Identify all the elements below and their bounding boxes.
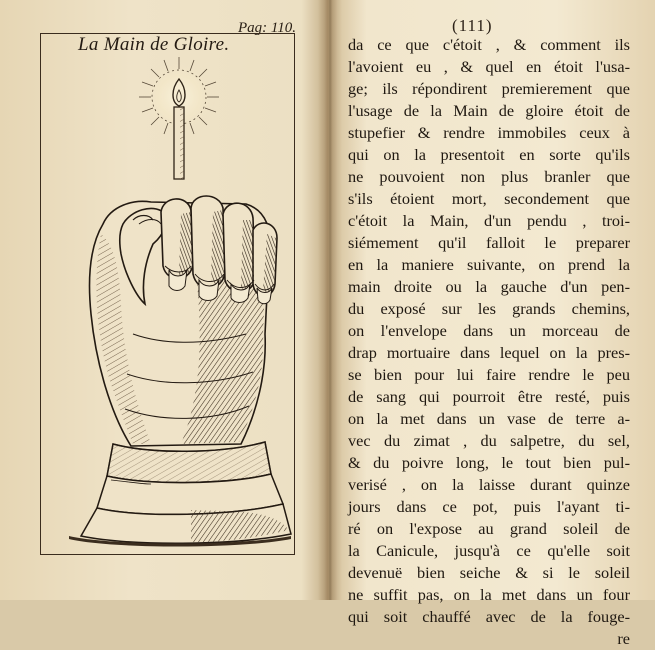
text-line: s'ils étoient mort, secondement que <box>348 189 630 208</box>
text-line: de sang qui pourroit être resté, puis <box>348 387 630 406</box>
text-line-catchword: re <box>617 629 630 648</box>
text-line: siémement qu'il falloit le preparer <box>348 233 630 252</box>
fist <box>90 196 278 446</box>
text-line: l'usage de la Main de gloire étoit de <box>348 101 630 120</box>
text-line: l'avoient eu , & quel en étoit l'usa- <box>348 57 630 76</box>
text-line: en la maniere suivante, on prend la <box>348 255 630 274</box>
hand-of-glory-icon <box>41 34 294 554</box>
text-line: du exposé sur les grands chemins, <box>348 299 630 318</box>
text-line: drap mortuaire dans lequel on la pres- <box>348 343 630 362</box>
text-line: qui soit chauffé avec de la fouge- <box>348 607 630 626</box>
text-line: vec du zimat , du salpetre, du sel, <box>348 431 630 450</box>
text-line: ge; ils répondirent premierement que <box>348 79 630 98</box>
text-line: devenuë bien seiche & si le soleil <box>348 563 630 582</box>
text-line: qui on la presentoit en sorte qu'ils <box>348 145 630 164</box>
text-line: & du poivre long, le tout bien pul- <box>348 453 630 472</box>
text-line: la Canicule, jusqu'à ce qu'elle soit <box>348 541 630 560</box>
text-line: verisé , on la laisse durant quinze <box>348 475 630 494</box>
text-line: da ce que c'étoit , & comment ils <box>348 35 630 54</box>
text-line: stupefier & rendre immobiles ceux à <box>348 123 630 142</box>
text-line: se bien pour lui faire rendre le peu <box>348 365 630 384</box>
text-line: ré on l'expose au grand soleil de <box>348 519 630 538</box>
cuff <box>69 442 291 547</box>
text-line: ne suffit pas, on la met dans un four <box>348 585 630 604</box>
book-gutter <box>318 0 342 600</box>
text-line: c'étoit la Main, d'un pendu , troi- <box>348 211 630 230</box>
text-line: ne pouvoient non plus branler que <box>348 167 630 186</box>
text-line: on la met dans un vase de terre a- <box>348 409 630 428</box>
left-page-number: Pag: 110. <box>238 20 297 36</box>
right-page-number: (111) <box>452 16 493 35</box>
plate-title: La Main de Gloire. <box>78 34 230 55</box>
text-line: jours dans ce pot, puis l'ayant ti- <box>348 497 630 516</box>
text-line: on l'envelope dans un morceau de <box>348 321 630 340</box>
text-line: main droite ou la gauche d'un pen- <box>348 277 630 296</box>
body-text <box>348 34 630 650</box>
